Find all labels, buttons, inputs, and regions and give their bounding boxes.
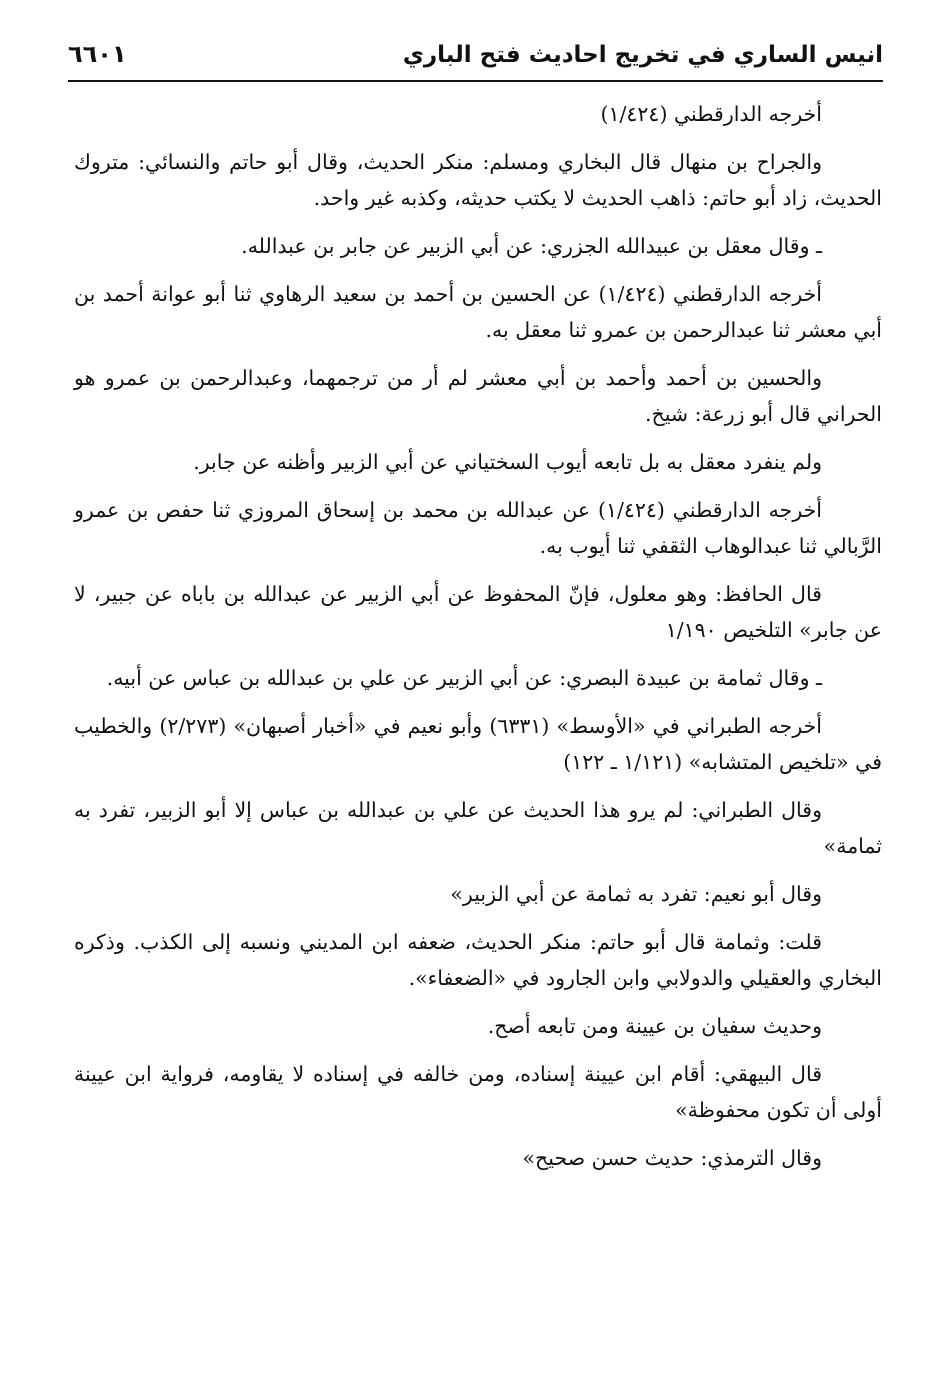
- page-body: [74, 96, 882, 1176]
- page-number: ٦٦٠١: [68, 40, 127, 68]
- paragraph: أخرجه الدارقطني (١/٤٢٤): [600, 102, 822, 126]
- paragraph: والجراح بن منهال قال البخاري ومسلم: منكر الحديث، وقال أبو حاتم والنسائي: متروك الحديث، زاد أبو حاتم: ذاهب الحديث لا يكتب حديثه، وكذبه غير واحد.: [74, 150, 882, 210]
- paragraph: ـ وقال ثمامة بن عبيدة البصري: عن أبي الزبير عن علي بن عبدالله بن عباس عن أبيه.: [106, 666, 822, 690]
- paragraph: وحديث سفيان بن عيينة ومن تابعه أصح.: [487, 1014, 822, 1038]
- paragraph: ولم ينفرد معقل به بل تابعه أيوب السختياني عن أبي الزبير وأظنه عن جابر.: [193, 450, 822, 474]
- paragraph: أخرجه الدارقطني (١/٤٢٤) عن عبدالله بن محمد بن إسحاق المروزي ثنا حفص بن عمرو الرَّبالي ثنا عبدالوهاب الثقفي ثنا أيوب به.: [74, 498, 882, 558]
- page-header: [68, 36, 883, 80]
- paragraph: أخرجه الدارقطني (١/٤٢٤) عن الحسين بن أحمد بن سعيد الرهاوي ثنا أبو عوانة أحمد بن أبي معشر ثنا عبدالرحمن بن عمرو ثنا معقل به.: [74, 282, 882, 342]
- paragraph: وقال الترمذي: حديث حسن صحيح»: [522, 1146, 822, 1170]
- paragraph: وقال الطبراني: لم يرو هذا الحديث عن علي بن عبدالله بن عباس إلا أبو الزبير، تفرد به ثمامة»: [74, 798, 882, 858]
- running-title: انيس الساري في تخريج احاديث فتح الباري: [402, 42, 883, 68]
- paragraph: والحسين بن أحمد وأحمد بن أبي معشر لم أر من ترجمهما، وعبدالرحمن بن عمرو هو الحراني قال أبو زرعة: شيخ.: [74, 366, 882, 426]
- paragraph: أخرجه الطبراني في «الأوسط» (٦٣٣١) وأبو نعيم في «أخبار أصبهان» (٢/٢٧٣) والخطيب في «تلخيص المتشابه» (١/١٢١ ـ ١٢٢): [74, 714, 882, 774]
- paragraph: ـ وقال معقل بن عبيدالله الجزري: عن أبي الزبير عن جابر بن عبدالله.: [241, 234, 822, 258]
- paragraph: قلت: وثمامة قال أبو حاتم: منكر الحديث، ضعفه ابن المديني ونسبه إلى الكذب. وذكره البخاري والعقيلي والدولابي وابن الجارود في «الضعفاء».: [74, 930, 882, 990]
- paragraph: وقال أبو نعيم: تفرد به ثمامة عن أبي الزبير»: [450, 882, 822, 906]
- paragraph: قال الحافظ: وهو معلول، فإنّ المحفوظ عن أبي الزبير عن عبدالله بن باباه عن جبير، لا عن جابر» التلخيص ١/١٩٠: [74, 582, 882, 642]
- header-rule: [68, 80, 883, 82]
- paragraph: قال البيهقي: أقام ابن عيينة إسناده، ومن خالفه في إسناده لا يقاومه، فرواية ابن عيينة أولى أن تكون محفوظة»: [74, 1062, 882, 1122]
